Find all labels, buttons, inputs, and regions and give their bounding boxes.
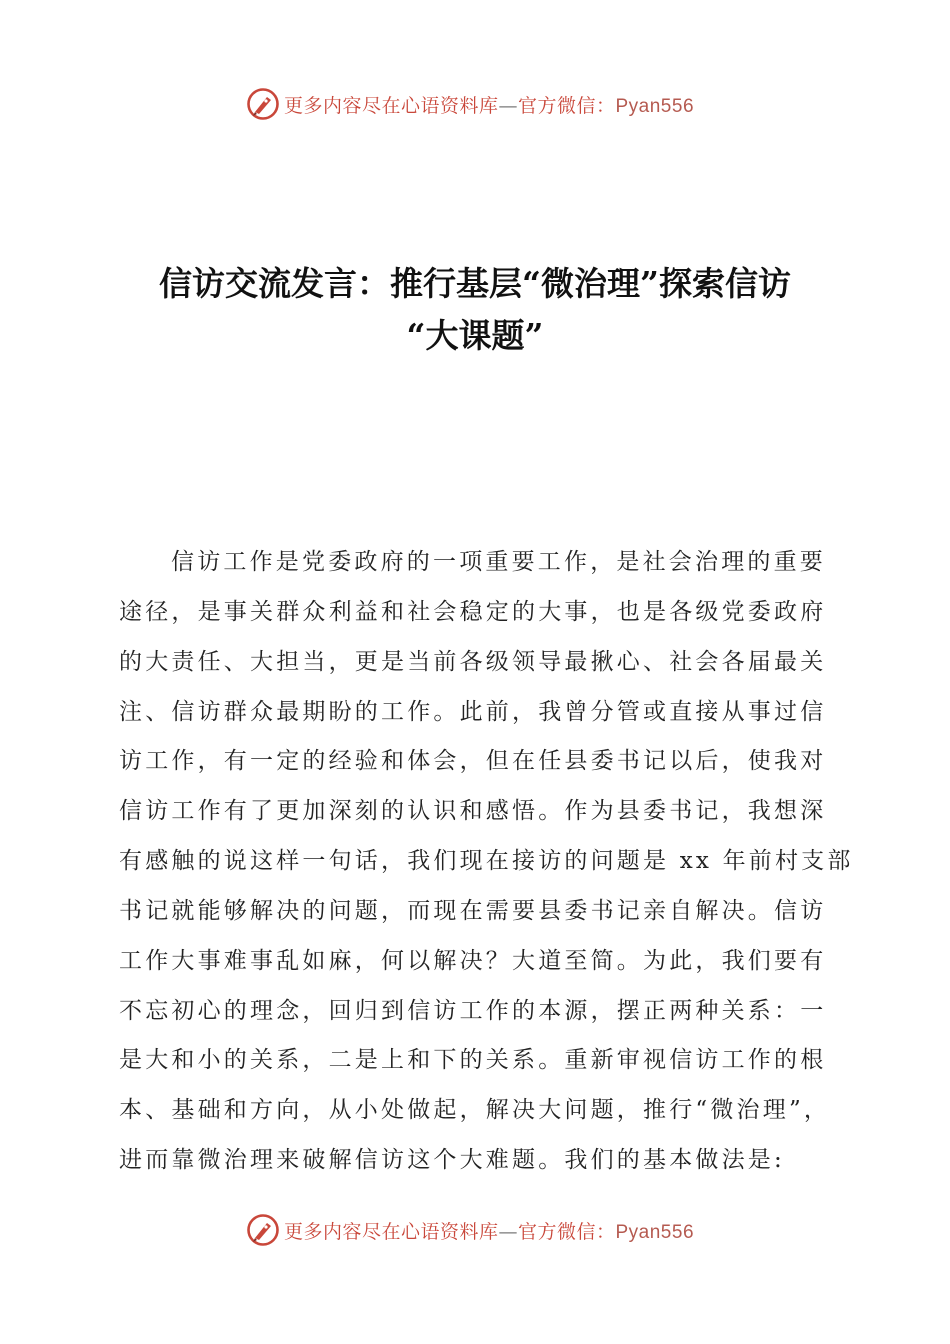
watermark-wechat-id: Pyan556 xyxy=(615,1221,695,1243)
footer-watermark-content xyxy=(246,1213,694,1247)
paragraph-line: 的大责任、大担当，更是当前各级领导最揪心、社会各届最关 xyxy=(119,648,827,675)
paragraph-line: 不忘初心的理念，回归到信访工作的本源，摆正两种关系：一 xyxy=(119,997,827,1024)
watermark-text xyxy=(284,91,694,118)
watermark-wechat-id: Pyan556 xyxy=(615,95,695,117)
header-watermark xyxy=(0,84,950,124)
pen-nib-circle-icon xyxy=(246,87,280,121)
document-title xyxy=(90,258,860,362)
paragraph-line: 书记就能够解决的问题，而现在需要县委书记亲自解决。信访 xyxy=(119,897,827,924)
paragraph-line: 途径，是事关群众利益和社会稳定的大事，也是各级党委政府 xyxy=(119,598,827,625)
paragraph-line: 访工作，有一定的经验和体会，但在任县委书记以后，使我对 xyxy=(119,748,827,775)
pen-nib-circle-icon xyxy=(246,1213,280,1247)
paragraph-line: 信访工作有了更加深刻的认识和感悟。作为县委书记，我想深 xyxy=(119,798,827,825)
paragraph-line: 有感触的说这样一句话，我们现在接访的问题是 xx 年前村支部 xyxy=(119,848,854,875)
document-title-line-1: 信访交流发言：推行基层“微治理”探索信访 xyxy=(159,264,791,303)
paragraph-line: 注、信访群众最期盼的工作。此前，我曾分管或直接从事过信 xyxy=(119,698,827,725)
watermark-text xyxy=(284,1217,694,1244)
paragraph-line: 是大和小的关系，二是上和下的关系。重新审视信访工作的根 xyxy=(119,1047,827,1074)
paragraph-line: 本、基础和方向，从小处做起，解决大问题，推行“微治理”， xyxy=(119,1097,831,1124)
watermark-main-text: 更多内容尽在心语资料库 xyxy=(283,94,499,117)
watermark-main-text: 更多内容尽在心语资料库 xyxy=(283,1220,499,1243)
watermark-separator: — xyxy=(498,94,518,117)
watermark-wechat-label: 官方微信： xyxy=(517,94,616,117)
watermark-wechat-label: 官方微信： xyxy=(517,1220,616,1243)
paragraph-line: 工作大事难事乱如麻，何以解决？大道至简。为此，我们要有 xyxy=(119,947,827,974)
document-title-line-2: “大课题” xyxy=(406,316,544,355)
document-paragraph xyxy=(119,538,854,1186)
footer-watermark xyxy=(0,1210,950,1250)
paragraph-line: 进而靠微治理来破解信访这个大难题。我们的基本做法是: xyxy=(119,1147,785,1174)
paragraph-line: 信访工作是党委政府的一项重要工作，是社会治理的重要 xyxy=(171,549,826,575)
watermark-separator: — xyxy=(498,1220,518,1243)
header-watermark-content xyxy=(246,87,694,121)
